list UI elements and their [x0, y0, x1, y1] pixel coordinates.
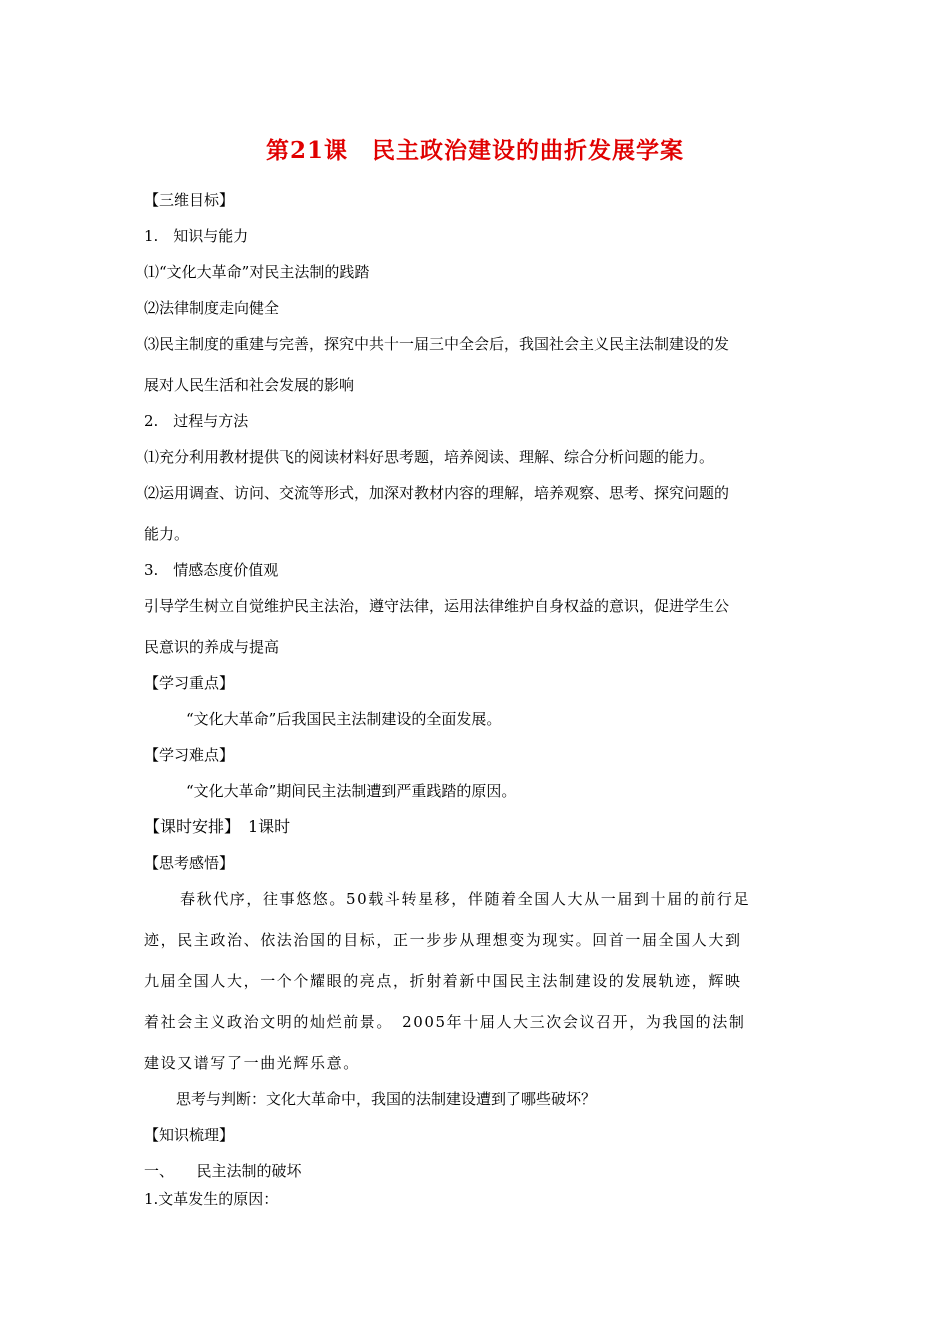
paragraph-line: “文化大革命”期间民主法制遭到严重践踏的原因。	[186, 782, 517, 800]
subheading-process: 2. 过程与方法	[144, 412, 249, 430]
list-item-continued: 能力。	[144, 525, 190, 543]
paragraph-line: 引导学生树立自觉维护民主法治，遵守法律，运用法律维护自身权益的意识，促进学生公	[144, 597, 730, 615]
section-heading-reflection: 【思考感悟】	[144, 854, 235, 872]
section-heading-knowledge-review: 【知识梳理】	[144, 1126, 235, 1144]
section-heading-objectives: 【三维目标】	[144, 191, 235, 209]
subheading-knowledge: 1. 知识与能力	[144, 227, 249, 245]
list-item: ⑵运用调查、访问、交流等形式，加深对教材内容的理解，培养观察、思考、探究问题的	[144, 484, 730, 502]
list-item: ⑶民主制度的重建与完善，探究中共十一届三中全会后，我国社会主义民主法制建设的发	[144, 335, 730, 353]
list-item: ⑴充分利用教材提供飞的阅读材料好思考题，培养阅读、理解、综合分析问题的能力。	[144, 448, 715, 466]
paragraph-line: 春秋代序，往事悠悠。50载斗转星移，伴随着全国人大从一届到十届的前行足	[180, 890, 751, 908]
document-title: 第21课 民主政治建设的曲折发展学案	[265, 137, 684, 164]
paragraph-line: 九届全国人大，一个个耀眼的亮点，折射着新中国民主法制建设的发展轨迹，辉映	[144, 972, 742, 990]
paragraph-line: “文化大革命”后我国民主法制建设的全面发展。	[186, 710, 502, 728]
paragraph-line: 着社会主义政治文明的灿烂前景。 2005年十届人大三次会议召开，为我国的法制	[144, 1013, 746, 1031]
paragraph-line: 民意识的养成与提高	[144, 638, 280, 656]
subheading-values: 3. 情感态度价值观	[144, 561, 279, 579]
paragraph-line: 建设又谱写了一曲光辉乐意。	[144, 1054, 360, 1072]
list-item: ⑵法律制度走向健全	[144, 299, 280, 317]
list-item: 1.文革发生的原因：	[144, 1190, 279, 1208]
list-item-continued: 展对人民生活和社会发展的影响	[144, 376, 355, 394]
list-item: ⑴“文化大革命”对民主法制的践踏	[144, 263, 370, 281]
subheading-part-one: 一、 民主法制的破坏	[144, 1162, 302, 1180]
paragraph-line: 迹，民主政治、依法治国的目标，正一步步从理想变为现实。回首一届全国人大到	[144, 931, 742, 949]
section-heading-key-points: 【学习重点】	[144, 674, 235, 692]
section-heading-difficulties: 【学习难点】	[144, 746, 235, 764]
question-line: 思考与判断：文化大革命中，我国的法制建设遭到了哪些破坏？	[176, 1090, 597, 1108]
section-heading-schedule: 【课时安排】 1课时	[144, 817, 291, 836]
